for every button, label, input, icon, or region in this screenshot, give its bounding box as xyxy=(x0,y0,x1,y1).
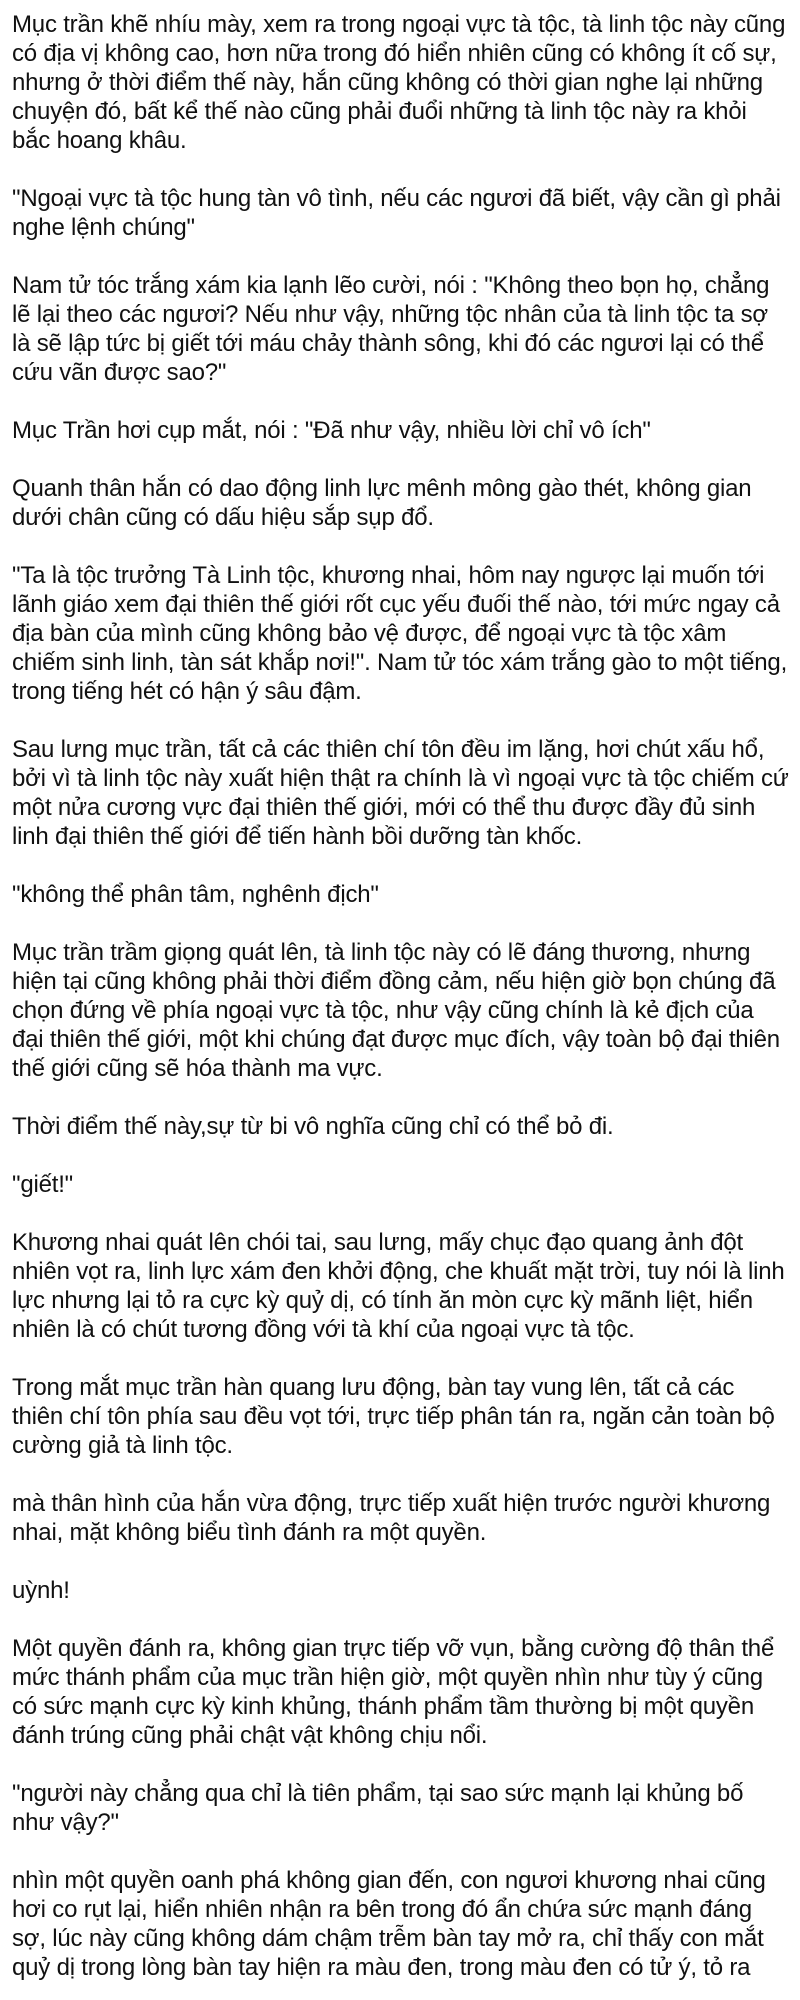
paragraph-5: Quanh thân hắn có dao động linh lực mênh mông gào thét, không gian dưới chân cũng có dấu hiệu sắp sụp đổ. xyxy=(12,475,752,531)
paragraph-13: Trong mắt mục trần hàn quang lưu động, bàn tay vung lên, tất cả các thiên chí tôn phía sau đều vọt tới, trực tiếp phân tán ra, ngăn cản toàn bộ cường giả tà linh tộc. xyxy=(12,1374,775,1459)
paragraph-15: uỳnh! xyxy=(12,1577,70,1604)
paragraph-1: Mục trần khẽ nhíu mày, xem ra trong ngoại vực tà tộc, tà linh tộc này cũng có địa vị không cao, hơn nữa trong đó hiển nhiên cũng có không ít cố sự, nhưng ở thời điểm thế này, hắn cũng không có thời gian nghe lại những chuyện đó, bất kể thế nào cũng phải đuổi những tà linh tộc này ra khỏi bắc hoang khâu. xyxy=(12,11,786,154)
paragraph-14: mà thân hình của hắn vừa động, trực tiếp xuất hiện trước người khương nhai, mặt không biểu tình đánh ra một quyền. xyxy=(12,1490,771,1546)
paragraph-7: Sau lưng mục trần, tất cả các thiên chí tôn đều im lặng, hơi chút xấu hổ, bởi vì tà linh tộc này xuất hiện thật ra chính là vì ngoại vực tà tộc chiếm cứ một nửa cương vực đại thiên thế giới, mới có thể thu được đầy đủ sinh linh đại thiên thế giới để tiến hành bồi dưỡng tàn khốc. xyxy=(12,736,789,850)
paragraph-17: "người này chẳng qua chỉ là tiên phẩm, tại sao sức mạnh lại khủng bố như vậy?" xyxy=(12,1780,744,1836)
paragraph-16: Một quyền đánh ra, không gian trực tiếp vỡ vụn, bằng cường độ thân thể mức thánh phẩm của mục trần hiện giờ, một quyền nhìn như tùy ý cũng có sức mạnh cực kỳ kinh khủng, thánh phẩm tầm thường bị một quyền đánh trúng cũng phải chật vật không chịu nổi. xyxy=(12,1635,775,1749)
paragraph-9: Mục trần trầm giọng quát lên, tà linh tộc này có lẽ đáng thương, nhưng hiện tại cũng không phải thời điểm đồng cảm, nếu hiện giờ bọn chúng đã chọn đứng về phía ngoại vực tà tộc, như vậy cũng chính là kẻ địch của đại thiên thế giới, một khi chúng đạt được mục đích, vậy toàn bộ đại thiên thế giới cũng sẽ hóa thành ma vực. xyxy=(12,939,780,1082)
paragraph-3: Nam tử tóc trắng xám kia lạnh lẽo cười, nói : "Không theo bọn họ, chẳng lẽ lại theo các ngươi? Nếu như vậy, những tộc nhân của tà linh tộc ta sợ là sẽ lập tức bị giết tới máu chảy thành sông, khi đó các ngươi lại có thể cứu vãn được sao?" xyxy=(12,272,770,386)
paragraph-12: Khương nhai quát lên chói tai, sau lưng, mấy chục đạo quang ảnh đột nhiên vọt ra, linh lực xám đen khởi động, che khuất mặt trời, tuy nói là linh lực nhưng lại tỏ ra cực kỳ quỷ dị, có tính ăn mòn cực kỳ mãnh liệt, hiển nhiên là có chút tương đồng với tà khí của ngoại vực tà tộc. xyxy=(12,1229,785,1343)
paragraph-10: Thời điểm thế này,sự từ bi vô nghĩa cũng chỉ có thể bỏ đi. xyxy=(12,1113,614,1140)
paragraph-8: "không thể phân tâm, nghênh địch" xyxy=(12,881,379,908)
paragraph-4: Mục Trần hơi cụp mắt, nói : "Đã như vậy, nhiều lời chỉ vô ích" xyxy=(12,417,651,444)
paragraph-11: "giết!" xyxy=(12,1171,74,1198)
paragraph-6: "Ta là tộc trưởng Tà Linh tộc, khương nhai, hôm nay ngược lại muốn tới lãnh giáo xem đại thiên thế giới rốt cục yếu đuối thế nào, tới mức ngay cả địa bàn của mình cũng không bảo vệ được, để ngoại vực tà tộc xâm chiếm sinh linh, tàn sát khắp nơi!". Nam tử tóc xám trắng gào to một tiếng, trong tiếng hét có hận ý sâu đậm. xyxy=(12,562,788,705)
paragraph-2: "Ngoại vực tà tộc hung tàn vô tình, nếu các ngươi đã biết, vậy cần gì phải nghe lệnh chúng" xyxy=(12,185,781,241)
paragraph-18: nhìn một quyền oanh phá không gian đến, con ngươi khương nhai cũng hơi co rụt lại, hiển nhiên nhận ra bên trong đó ẩn chứa sức mạnh đáng sợ, lúc này cũng không dám chậm trễm bàn tay mở ra, chỉ thấy con mắt quỷ dị trong lòng bàn tay hiện ra màu đen, trong màu đen có tử ý, tỏ ra xyxy=(12,1867,766,1981)
